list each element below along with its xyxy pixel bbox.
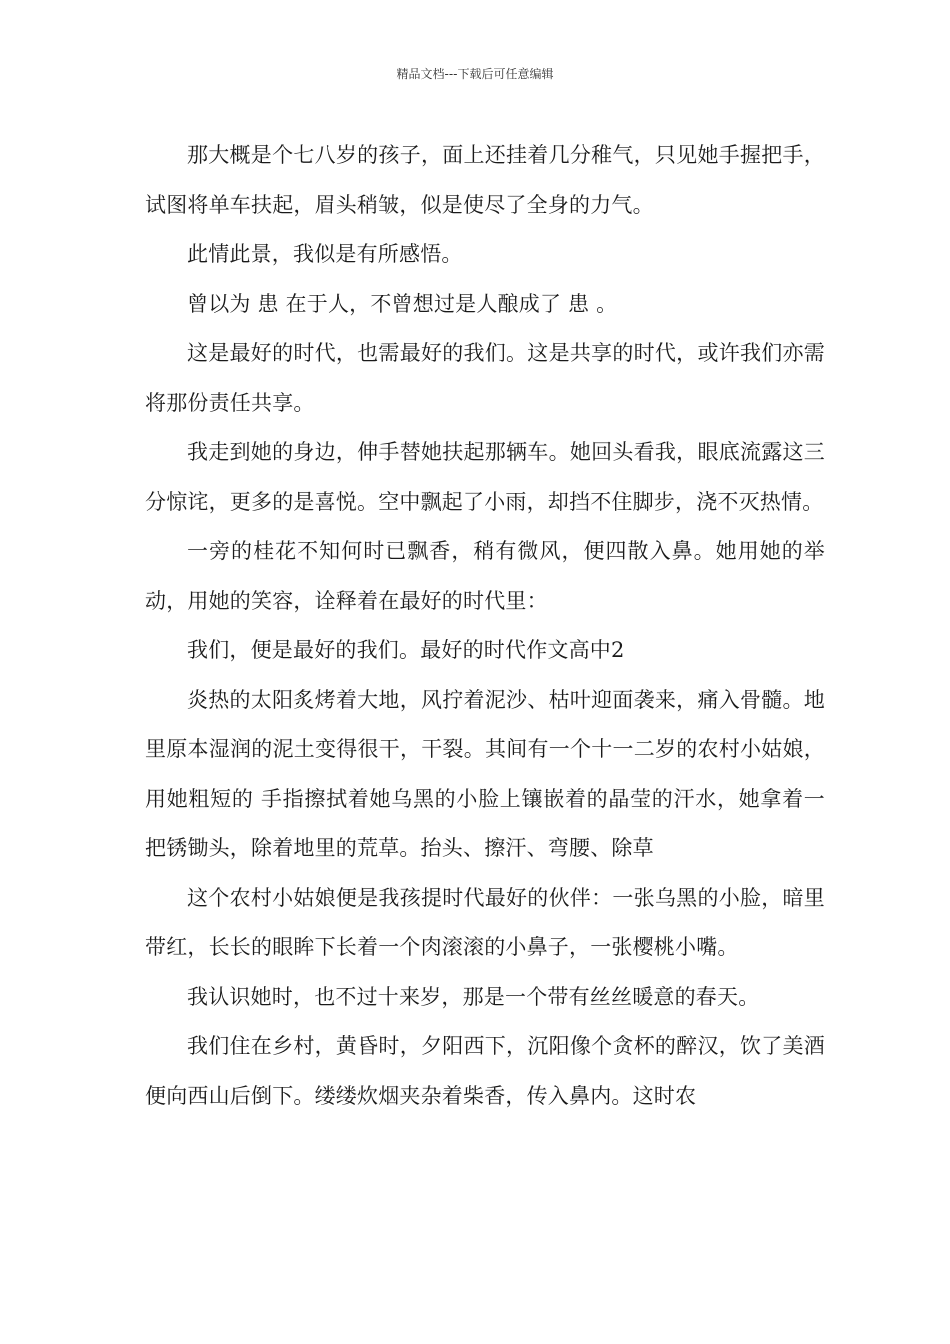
paragraph: 我们，便是最好的我们。最好的时代作文高中2 — [187, 638, 625, 662]
paragraph: 我认识她时，也不过十来岁，那是一个带有丝丝暖意的春天。 — [187, 984, 760, 1009]
paragraph: 炎热的太阳炙烤着大地，风拧着泥沙、枯叶迎面袭来，痛入骨髓。地里原本湿润的泥土变得很干，干裂。其间有一个十一二岁的农村小姑娘，用她粗短的 手指擦拭着她乌黑的小脸上镶嵌着的晶莹的汗水，她拿着一把锈锄头，除着地里的荒草。抬头、擦汗、弯腰、除草 — [145, 687, 825, 860]
paragraph: 此情此景，我似是有所感悟。 — [187, 242, 463, 266]
paragraph: 一旁的桂花不知何时已飘香，稍有微风，便四散入鼻。她用她的举动，用她的笑容，诠释着在最好的时代里： — [145, 539, 825, 613]
paragraph: 我们住在乡村，黄昏时，夕阳西下，沉阳像个贪杯的醉汉，饮了美酒便向西山后倒下。缕缕炊烟夹杂着柴香，传入鼻内。这时农 — [145, 1034, 825, 1108]
paragraph: 那大概是个七八岁的孩子，面上还挂着几分稚气，只见她手握把手，试图将单车扶起，眉头稍皱，似是使尽了全身的力气。 — [145, 143, 825, 217]
paragraph: 曾以为 患 在于人，不曾想过是人酿成了 患 。 — [187, 291, 618, 316]
paragraph: 这是最好的时代，也需最好的我们。这是共享的时代，或许我们亦需将那份责任共享。 — [145, 341, 825, 415]
paragraph: 我走到她的身边，伸手替她扶起那辆车。她回头看我，眼底流露这三分惊诧，更多的是喜悦。空中飘起了小雨，却挡不住脚步，浇不灭热情。 — [145, 440, 825, 514]
page-header: 精品文档---下载后可任意编辑 — [396, 67, 554, 81]
document-body — [145, 131, 825, 1121]
paragraph: 这个农村小姑娘便是我孩提时代最好的伙伴：一张乌黑的小脸，暗里带红，长长的眼眸下长着一个肉滚滚的小鼻子，一张樱桃小嘴。 — [145, 885, 825, 959]
